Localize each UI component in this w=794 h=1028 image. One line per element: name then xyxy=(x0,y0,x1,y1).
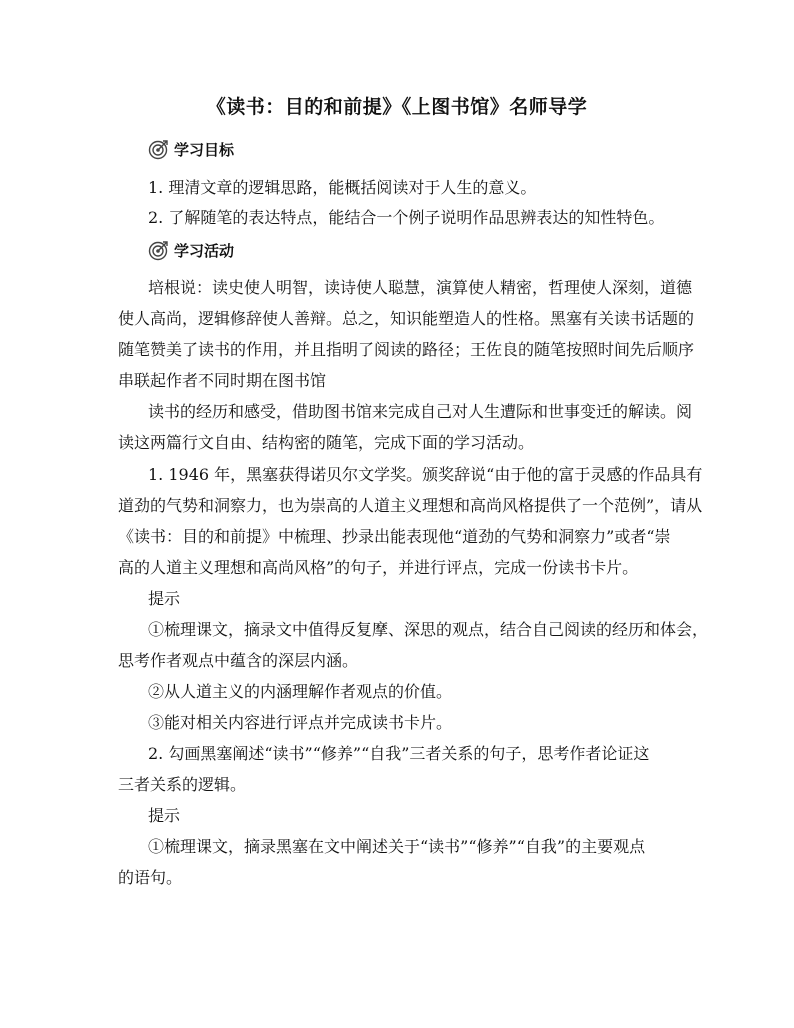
goal-item: 1. 理清文章的逻辑思路，能概括阅读对于人生的意义。 xyxy=(148,178,537,197)
hint-label: 提示 xyxy=(148,589,181,608)
intro-line: 读书的经历和感受，借助图书馆来完成自己对人生遭际和世事变迁的解读。阅 xyxy=(148,402,693,421)
section-activities-heading xyxy=(148,238,234,262)
page-title: 《读书：目的和前提》《上图书馆》名师导学 xyxy=(206,96,588,118)
task1-line: 《读书：目的和前提》中梳理、抄录出能表现他“道劲的气势和洞察力”或者“崇 xyxy=(118,527,671,546)
hint-line: ②从人道主义的内涵理解作者观点的价值。 xyxy=(148,682,453,701)
intro-line: 培根说：读史使人明智，读诗使人聪慧，演算使人精密，哲理使人深刻，道德 xyxy=(148,278,693,297)
intro-line: 读这两篇行文自由、结构密的随笔，完成下面的学习活动。 xyxy=(118,433,535,452)
goal-item: 2. 了解随笔的表达特点，能结合一个例子说明作品思辨表达的知性特色。 xyxy=(148,208,665,227)
section-goals-heading xyxy=(148,137,234,161)
task1-line: 道劲的气势和洞察力，也为崇高的人道主义理想和高尚风格提供了一个范例”，请从 xyxy=(118,496,703,515)
target-icon xyxy=(148,239,170,261)
target-icon xyxy=(148,138,170,160)
hint-line: 的语句。 xyxy=(118,868,183,887)
hint-line: ③能对相关内容进行评点并完成读书卡片。 xyxy=(148,713,453,732)
task2-line: 三者关系的逻辑。 xyxy=(118,775,247,794)
hint-label: 提示 xyxy=(148,806,181,825)
task2-line: 2. 勾画黑塞阐述“读书”“修养”“自我”三者关系的句子，思考作者论证这 xyxy=(148,744,650,763)
hint-line: 思考作者观点中蕴含的深层内涵。 xyxy=(118,651,359,670)
section-goals-label: 学习目标 xyxy=(174,140,235,159)
hint-line: ①梳理课文，摘录文中值得反复摩、深思的观点，结合自己阅读的经历和体会， xyxy=(148,620,709,639)
intro-line: 使人高尚，逻辑修辞使人善辩。总之，知识能塑造人的性格。黑塞有关读书话题的 xyxy=(118,309,695,328)
intro-line: 随笔赞美了读书的作用，并且指明了阅读的路径；王佐良的随笔按照时间先后顺序 xyxy=(118,340,695,359)
task1-line: 1. 1946 年，黑塞获得诺贝尔文学奖。颁奖辞说“由于他的富于灵感的作品具有 xyxy=(148,465,703,484)
intro-line: 串联起作者不同时期在图书馆 xyxy=(118,371,327,390)
hint-line: ①梳理课文，摘录黑塞在文中阐述关于“读书”“修养”“自我”的主要观点 xyxy=(148,837,646,856)
task1-line: 高的人道主义理想和高尚风格”的句子，并进行评点，完成一份读书卡片。 xyxy=(118,558,639,577)
section-activities-label: 学习活动 xyxy=(174,241,235,260)
